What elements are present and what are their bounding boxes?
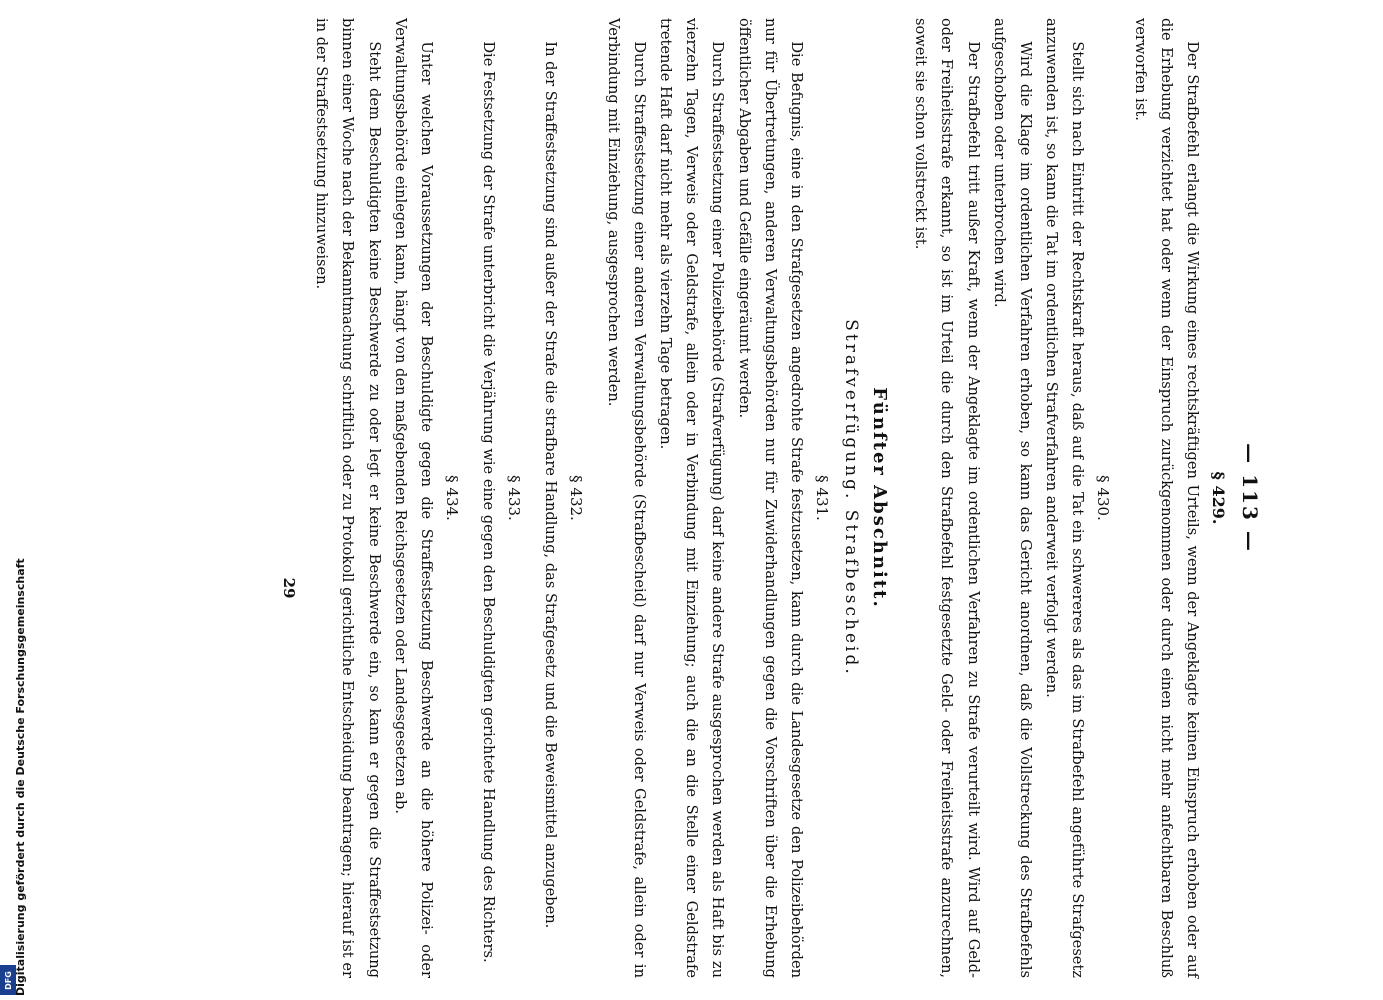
section-subtitle: Strafverfügung. Strafbescheid.: [840, 319, 861, 677]
paragraph-431-text-3: Durch Straffestsetzung einer anderen Verwaltungsbehörde (Strafbescheid) darf nur Verweis oder Geldstrafe, allein oder in Verbindung mit Einziehung, ausgesprochen werden.: [604, 18, 648, 978]
paragraph-430-text-3: Der Strafbefehl tritt außer Kraft, wenn der Angeklagte im ordentlichen Verfahren zu Strafe verurteilt wird. Wird auf Geld- oder Freiheitsstrafe erkannt, so ist im Urteil die durch den Strafbefehl festgesetzte Geld- oder Freiheitsstrafe anzurechnen, soweit sie schon vollstreckt ist.: [912, 18, 982, 978]
paragraph-heading-432: § 432.: [567, 475, 586, 521]
paragraph-heading-429: § 429.: [1209, 471, 1228, 525]
page-text-column: [115, 8, 1265, 988]
paragraph-429-text: Der Strafbefehl erlangt die Wirkung eines rechtskräftigen Urteils, wenn der Angeklagte keinen Einspruch erhoben oder auf die Erhebung verzichtet hat oder wenn der Einspruch zurückgenommen oder durch einen nicht mehr anfechtbaren Beschluß verworfen ist.: [1131, 18, 1201, 978]
paragraph-heading-434: § 434.: [442, 475, 461, 521]
section-title: Fünfter Abschnitt.: [868, 387, 890, 609]
paragraph-430-text-1: Stellt sich nach Eintritt der Rechtskraft heraus, daß auf die Tat ein schwereres als das im Strafbefehl angeführte Strafgesetz anzuwenden ist, so kann die Tat im ordentlichen Strafverfahren anderweit verfolgt werden.: [1043, 18, 1087, 978]
paragraph-431-text-2: Durch Straffestsetzung einer Polizeibehörde (Strafverfügung) darf keine andere Strafe ausgesprochen werden als Haft bis zu vierzehn Tagen, Verweis oder Geldstrafe, allein oder in Verbindung mit Einziehung; auch die an die Stelle einer Geldstrafe tretende Haft darf nicht mehr als vierzehn Tage betragen.: [656, 18, 727, 978]
paragraph-434-text-2: Steht dem Beschuldigten keine Beschwerde zu oder legt er keine Beschwerde ein, so kann er gegen die Straffestsetzung binnen einer Woche nach der Bekanntmachung schriftlich oder zu Protokoll gerichtliche Entscheidung beantragen; hierauf ist er in der Straffestsetzung hinzuweisen.: [313, 18, 383, 978]
page-number: — 113 —: [1238, 443, 1262, 553]
paragraph-430-text-2: Wird die Klage im ordentlichen Verfahren erhoben, so kann das Gericht anordnen, daß die Vollstreckung des Strafbefehls aufgeschoben oder unterbrochen wird.: [990, 18, 1034, 978]
paragraph-431-text-1: Die Befugnis, eine in den Strafgesetzen angedrohte Strafe festzusetzen, kann durch die Landesgesetze den Polizeibehörden nur für Übertretungen, anderen Verwaltungsbehörden nur für Zuwiderhandlungen gegen die Vorschriften über die Erhebung öffentlicher Abgaben und Gefälle eingeräumt werden.: [735, 18, 805, 978]
paragraph-heading-430: § 430.: [1094, 475, 1113, 521]
paragraph-heading-431: § 431.: [812, 475, 831, 521]
paragraph-434-text-1: Unter welchen Voraussetzungen der Beschuldigte gegen die Straffestsetzung Beschwerde an die höhere Polizei- oder Verwaltungsbehörde einlegen kann, hängt von den maßgebenden Reichsgesetzen oder Landesgesetzen ab.: [391, 18, 435, 978]
paragraph-432-text: In der Straffestsetzung sind außer der Strafe die strafbare Handlung, das Strafgesetz und die Beweismittel anzugeben.: [542, 41, 560, 929]
printer-signature-mark: 29: [279, 577, 298, 599]
digitization-credit-note: Digitalisierung gefördert durch die Deutsche Forschungsgemeinschaft: [14, 558, 27, 996]
dfg-logo-label: DFG: [3, 970, 13, 990]
paragraph-433-text: Die Festsetzung der Strafe unterbricht die Verjährung wie eine gegen den Beschuldigten gerichtete Handlung des Richters.: [480, 41, 498, 963]
paragraph-heading-433: § 433.: [505, 475, 524, 521]
